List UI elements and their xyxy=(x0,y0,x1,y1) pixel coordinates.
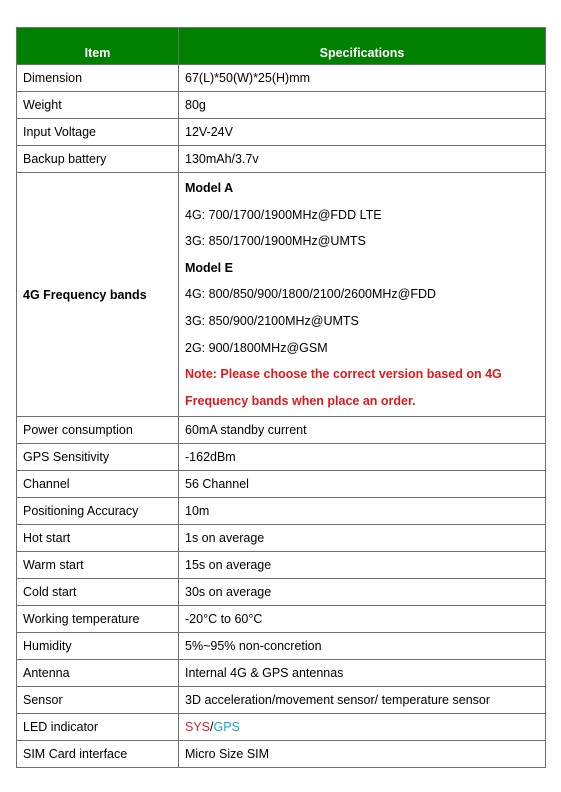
row-value: 3D acceleration/movement sensor/ temperature sensor xyxy=(179,687,546,714)
row-label: Cold start xyxy=(17,579,179,606)
row-label: Sensor xyxy=(17,687,179,714)
header-specifications: Specifications xyxy=(179,28,546,65)
row-value: 80g xyxy=(179,92,546,119)
model-e-3g: 3G: 850/900/2100MHz@UMTS xyxy=(185,313,359,328)
table-row-power-consumption xyxy=(17,417,546,444)
model-a-heading: Model A xyxy=(185,181,234,195)
table-row-channel xyxy=(17,471,546,498)
model-e-heading: Model E xyxy=(185,260,233,275)
row-value: 12V-24V xyxy=(179,119,546,146)
row-value: 10m xyxy=(179,498,546,525)
row-value: Internal 4G & GPS antennas xyxy=(179,660,546,687)
table-row-dimension xyxy=(17,65,546,92)
row-label: Channel xyxy=(17,471,179,498)
row-label: Warm start xyxy=(17,552,179,579)
row-value: 56 Channel xyxy=(179,471,546,498)
led-gps-text: GPS xyxy=(213,720,240,735)
table-header-row xyxy=(17,28,546,65)
row-label: GPS Sensitivity xyxy=(17,444,179,471)
table-row-sim-card-interface xyxy=(17,741,546,768)
row-label: Weight xyxy=(17,92,179,119)
row-label: Dimension xyxy=(17,65,179,92)
header-item: Item xyxy=(17,28,179,65)
table-row-weight xyxy=(17,92,546,119)
model-e-2g: 2G: 900/1800MHz@GSM xyxy=(185,340,328,355)
model-a-4g: 4G: 700/1700/1900MHz@FDD LTE xyxy=(185,207,382,222)
row-label: Working temperature xyxy=(17,606,179,633)
row-label: Input Voltage xyxy=(17,119,179,146)
row-label: Positioning Accuracy xyxy=(17,498,179,525)
row-label: Humidity xyxy=(17,633,179,660)
row-value: 130mAh/3.7v xyxy=(179,146,546,173)
row-label: Backup battery xyxy=(17,146,179,173)
row-label: LED indicator xyxy=(17,714,179,741)
table-row-antenna xyxy=(17,660,546,687)
row-value: 30s on average xyxy=(179,579,546,606)
spec-table xyxy=(16,27,546,768)
row-label: SIM Card interface xyxy=(17,741,179,768)
row-label: 4G Frequency bands xyxy=(17,173,179,417)
row-value: 1s on average xyxy=(179,525,546,552)
table-row-positioning-accuracy xyxy=(17,498,546,525)
table-row-cold-start xyxy=(17,579,546,606)
model-a-3g: 3G: 850/1700/1900MHz@UMTS xyxy=(185,234,366,249)
order-note-line-2: Frequency bands when place an order. xyxy=(185,393,416,408)
table-row-led-indicator xyxy=(17,714,546,741)
table-row-sensor xyxy=(17,687,546,714)
model-e-4g: 4G: 800/850/900/1800/2100/2600MHz@FDD xyxy=(185,287,437,302)
row-value: 15s on average xyxy=(179,552,546,579)
table-row-hot-start xyxy=(17,525,546,552)
row-label: Antenna xyxy=(17,660,179,687)
table-row-gps-sensitivity xyxy=(17,444,546,471)
row-value: Micro Size SIM xyxy=(179,741,546,768)
row-value: 5%~95% non-concretion xyxy=(179,633,546,660)
led-value xyxy=(179,714,546,741)
frequency-bands-cell xyxy=(179,173,546,417)
led-sys-text: SYS xyxy=(185,720,211,735)
table-row-humidity xyxy=(17,633,546,660)
led-separator: / xyxy=(210,720,214,735)
order-note-line-1: Note: Please choose the correct version based on 4G xyxy=(185,367,502,382)
row-value: 67(L)*50(W)*25(H)mm xyxy=(179,65,546,92)
row-value: 60mA standby current xyxy=(179,417,546,444)
row-label: Power consumption xyxy=(17,417,179,444)
row-label: Hot start xyxy=(17,525,179,552)
table-row-backup-battery xyxy=(17,146,546,173)
table-row-frequency-bands xyxy=(17,173,546,417)
table-row-working-temperature xyxy=(17,606,546,633)
table-row-warm-start xyxy=(17,552,546,579)
row-value: -20°C to 60°C xyxy=(179,606,546,633)
table-row-input-voltage xyxy=(17,119,546,146)
row-value: -162dBm xyxy=(179,444,546,471)
